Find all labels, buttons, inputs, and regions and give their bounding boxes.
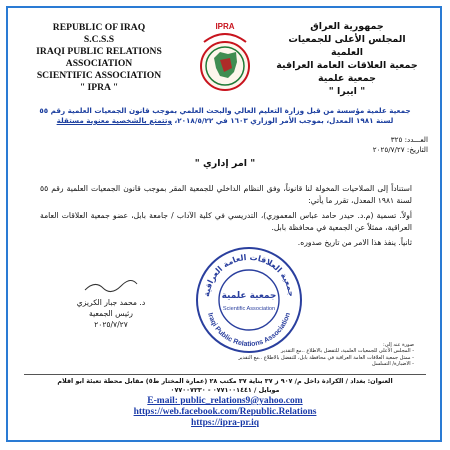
seal-center-english: Scientific Association <box>222 306 276 312</box>
cc-heading: صورة عنه إلى: <box>383 342 414 348</box>
logo-label: IPRA <box>215 22 235 31</box>
legal-line-part: لسنة ١٩٨١ المعدل، بموجب الأمر الوزاري ١٦٠٣ في ٢٠١٨/٥/٢٢، <box>174 116 394 125</box>
header-en-line: " IPRA " <box>79 82 119 93</box>
seal-center-arabic: جمعية علمية <box>221 291 277 301</box>
seal-outer-english: Iraqi Public Relations Association <box>206 311 292 349</box>
copies-to-block <box>194 342 414 368</box>
ipra-logo-icon <box>190 22 260 100</box>
header-en-line: S.C.S.S <box>83 34 115 45</box>
reference-date: التاريخ: ٢٠٢٥/٧/٢٧ <box>372 145 428 154</box>
header-ar-line: " ايبرا " <box>328 86 366 97</box>
address-line: العنوان: بغداد / الكرادة داخل م/ ٩٠٧ ز ٣٧ بناية ٣٧ مكتب ٢٨ (عمارة المختار ط٥) مقابل محطة تعبئة ابو اقلام <box>57 377 393 385</box>
legal-line <box>22 116 428 126</box>
header-english <box>24 22 174 94</box>
footer-divider <box>24 374 426 375</box>
cc-line: - ممثل جمعية العلاقات العامة العراقية في محافظة بابل، للتفضل بالاطلاع ..مع التقدير <box>238 354 414 361</box>
cc-line: - الاضبارة/ التسلسل <box>371 361 414 368</box>
body-paragraph: استناداً إلى الصلاحيات المخولة لنا قانوناً، وفق النظام الداخلي للجمعية المقر بموجب قانون الجمعيات العلمية رقم ٥٥ لسنة ١٩٨١ المعدل، تقرر ما يأتي: <box>40 184 412 205</box>
header-en-line: IRAQI PUBLIC RELATIONS <box>36 46 162 57</box>
header-ar-line: جمعية علمية <box>318 73 376 84</box>
footer-address <box>22 377 428 395</box>
signature-scribble-icon <box>81 278 141 294</box>
reference-block <box>22 135 428 155</box>
signatory-role: رئيس الجمعية <box>89 309 133 318</box>
legal-line: جمعية علمية مؤسسة من قبل وزارة التعليم العالي والبحث العلمي بموجب قانون الجمعيات العلمية رقم ٥٥ <box>39 106 411 115</box>
reference-number: العـــدد: ٣٢٥ <box>390 135 428 144</box>
signature-block <box>56 278 166 330</box>
association-seal-icon <box>193 244 305 356</box>
signature-date: ٢٠٢٥/٧/٢٧ <box>94 320 128 329</box>
header-ar-line: جمهورية العراق <box>310 21 384 32</box>
legal-line-underlined: وتتمتع بالشخصية معنوية مستقلة <box>56 116 173 125</box>
body-paragraph: ثانياً. ينفذ هذا الامر من تاريخ صدوره. <box>297 238 412 247</box>
seal-outer-arabic: جمعية العلاقات العامة العراقية <box>202 252 296 298</box>
email-link[interactable]: E-mail: public_relations9@yahoo.com <box>147 396 303 406</box>
header-ar-line: المجلس الأعلى للجمعيات العلمية <box>288 34 406 58</box>
cc-line: - المجلس الأعلى للجمعيات العلمية، للتفضل بالاطلاع ..مع التقدير <box>280 348 414 355</box>
footer-links <box>0 396 450 429</box>
phone-line: موبايل / ٠٧٧١٠٠١٤٤١ - ٠٧٧٠٠٧٢٣٠ <box>170 386 280 394</box>
header-en-line: SCIENTIFIC ASSOCIATION <box>36 70 162 81</box>
document-title: " امر إداري " <box>194 158 256 169</box>
header-en-line: REPUBLIC OF IRAQ <box>52 22 146 33</box>
facebook-link[interactable]: https://web.facebook.com/Republic.Relations <box>133 407 317 417</box>
website-link[interactable]: https://ipra-pr.iq <box>190 418 259 428</box>
legal-statement <box>22 106 428 126</box>
body-paragraph: أولاً. تسمية (م.د. حيدر حامد عباس المعموري)، التدريسي في كلية الآداب / جامعة بابل، عضو جمعية العلاقات العامة العراقية، ممثلاً عن الجمعية في محافظة بابل. <box>40 211 412 232</box>
order-body <box>40 183 412 252</box>
header-en-line: ASSOCIATION <box>65 58 133 69</box>
header-ar-line: جمعية العلاقات العامة العراقية <box>276 60 418 71</box>
header-arabic <box>272 20 422 98</box>
signatory-name: د. محمد جبار الكريزي <box>76 298 146 307</box>
